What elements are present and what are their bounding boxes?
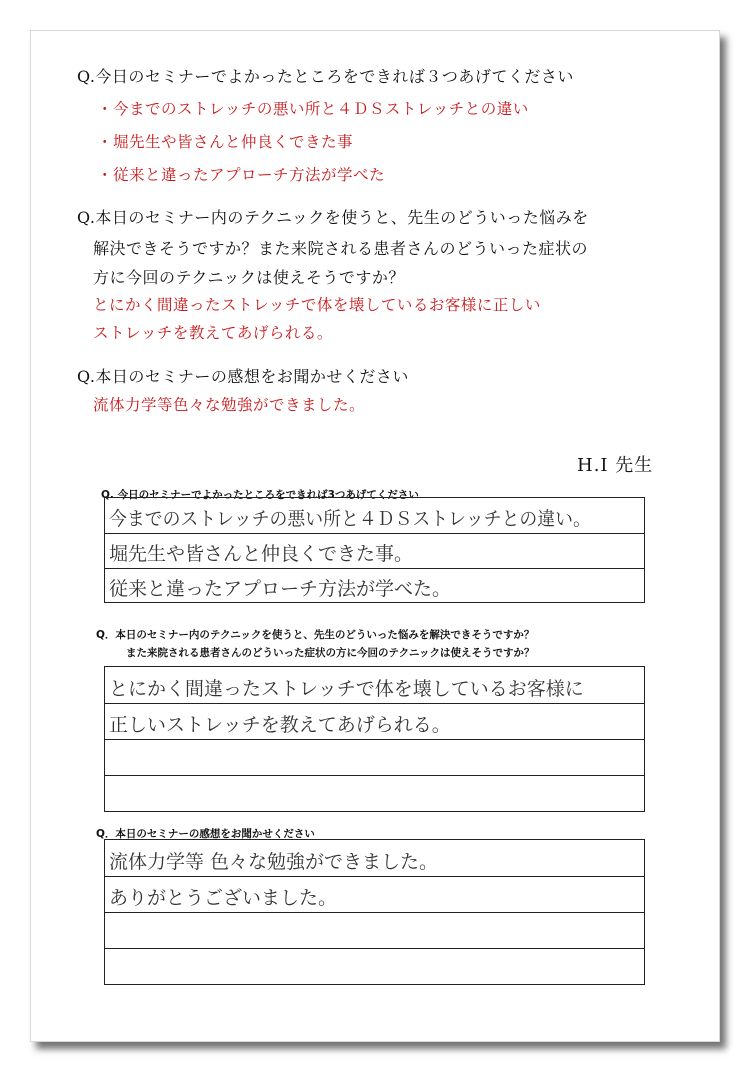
form-rule-line [105,912,644,913]
signature: H.I 先生 [577,455,654,476]
handwritten-line: 従来と違ったアプローチ方法が学べた。 [109,578,452,600]
form-rule-line [105,775,644,776]
handwritten-line: 正しいストレッチを教えてあげられる。 [109,714,451,736]
handwritten-line: 今までのストレッチの悪い所と４ＤＳストレッチとの違い。 [109,508,591,530]
typed-question-2-line: 方に今回のテクニックは使えそうですか？ [93,268,405,287]
form-question-1-title: Q. 今日のセミナーでよかったところをできれば3つあげてください [101,489,419,501]
typed-answer-2-line: とにかく間違ったストレッチで体を壊しているお客様に正しい [93,296,541,314]
typed-answer-1-item: ・堀先生や皆さんと仲良くできた事 [97,133,354,151]
form-question-2-title: また来院される患者さんのどういった症状の方に今回のテクニックは使えそうですか？ [126,647,535,659]
form-question-2-title: Q．本日のセミナー内のテクニックを使うと、先生のどういった悩みを解決できそうですか？ [96,629,535,641]
form-rule-line [105,533,644,534]
form-rule-line [105,948,644,949]
typed-question-3: Q.本日のセミナーの感想をお聞かせください [77,367,409,386]
form-rule-line [105,739,644,740]
typed-answer-3: 流体力学等色々な勉強ができました。 [93,396,366,414]
survey-sheet [30,30,720,1042]
form-question-3-title: Q．本日のセミナーの感想をお聞かせください [96,828,315,840]
form-answer-box-2 [104,666,645,812]
form-rule-line [105,568,644,569]
handwritten-line: 流体力学等 色々な勉強ができました。 [109,851,439,873]
typed-question-1: Q.今日のセミナーでよかったところをできれば３つあげてください [77,67,574,86]
form-rule-line [105,703,644,704]
typed-question-2-line: Q.本日のセミナー内のテクニックを使うと、先生のどういった悩みを [77,208,589,227]
handwritten-line: ありがとうございました。 [109,887,338,909]
typed-answer-1-item: ・従来と違ったアプローチ方法が学べた [97,166,386,184]
handwritten-line: 堀先生や皆さんと仲良くできた事。 [109,543,414,565]
typed-question-2-line: 解決できそうですか？また来院される患者さんのどういった症状の [93,239,589,258]
form-rule-line [105,876,644,877]
form-answer-box-1 [104,497,645,603]
typed-answer-2-line: ストレッチを教えてあげられる。 [93,324,333,342]
typed-answer-1-item: ・今までのストレッチの悪い所と４ＤＳストレッチとの違い [97,100,529,118]
form-answer-box-3 [104,839,645,985]
handwritten-line: とにかく間違ったストレッチで体を壊しているお客様に [109,678,584,700]
